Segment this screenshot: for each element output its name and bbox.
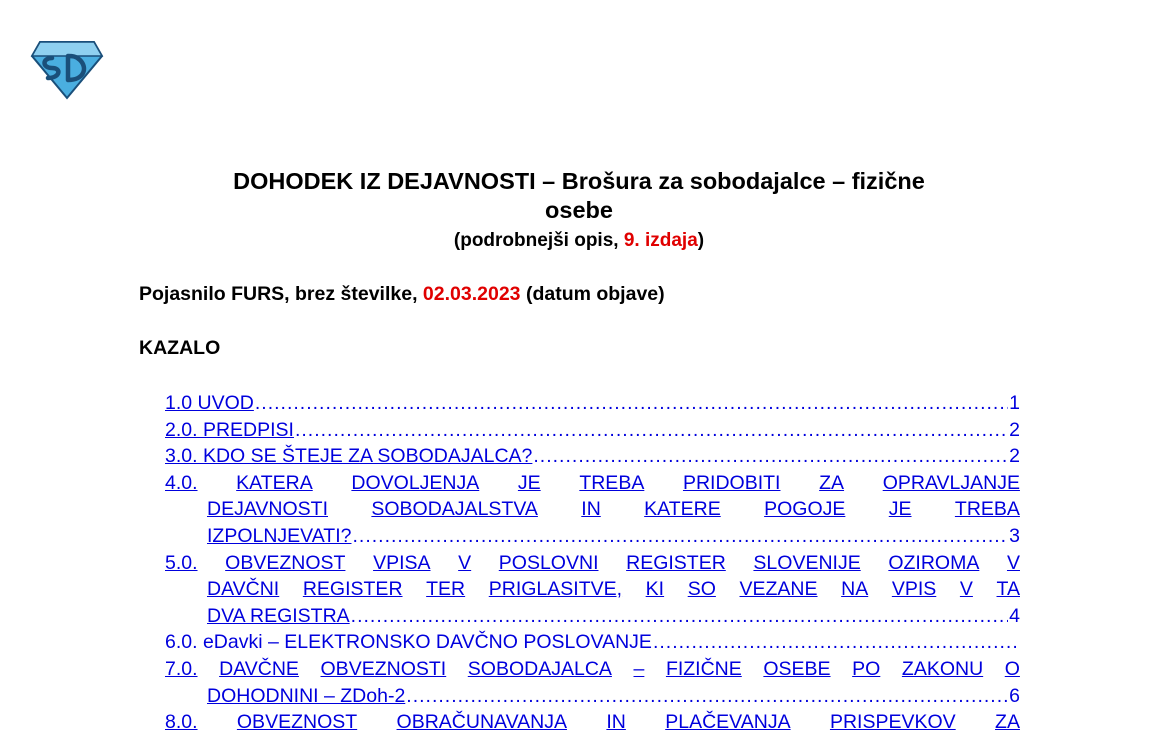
toc-word: IN [606,711,626,734]
toc-word: DEJAVNOSTI [207,498,328,521]
toc-entry-2[interactable] [165,417,1020,444]
subtitle-prefix: (podrobnejši opis, [453,230,624,251]
toc-entry-line[interactable] [165,683,1020,710]
toc-entry-line[interactable] [165,656,1020,683]
toc-entry-line[interactable] [165,550,1020,577]
toc-entry-7[interactable] [165,656,1020,709]
toc-word: PO [852,657,881,680]
toc-word: REGISTER [626,551,726,574]
toc-word: O [1004,657,1020,680]
toc-entry-4[interactable] [165,470,1020,550]
toc-word: TREBA [579,471,645,494]
toc-word: KI [645,578,665,601]
publication-info [139,282,665,306]
toc-leader-dots [406,683,1008,710]
toc-word: TA [996,578,1020,601]
toc-word: V [959,578,973,601]
toc-word: TREBA [954,498,1020,521]
toc-word: OBVEZNOST [225,551,346,574]
toc-word: PRISPEVKOV [829,711,956,734]
toc-word: OPRAVLJANJE [882,471,1020,494]
toc-word: VPISA [373,551,431,574]
toc-word: SOBODAJALSTVA [371,498,538,521]
toc-word: POGOJE [764,498,846,521]
toc-entry-line[interactable] [165,576,1020,603]
toc-word: SLOVENIJE [753,551,861,574]
toc-heading: KAZALO [139,337,221,359]
edition-label: 9. izdaja [623,230,698,251]
toc-entry-label[interactable]: 3.0. KDO SE ŠTEJE ZA SOBODAJALCA? [165,445,533,468]
toc-word: NA [841,578,869,601]
toc-page-number: 2 [1009,445,1020,468]
toc-word: OSEBE [763,657,831,680]
toc-entry-label[interactable]: 6.0. eDavki – ELEKTRONSKO DAVČNO POSLOVANJE [165,631,652,654]
publication-prefix: Pojasnilo FURS, brez številke, [139,283,423,305]
toc-word: 8.0. [165,711,198,734]
toc-word: JE [517,471,541,494]
toc-word: VPIS [891,578,937,601]
toc-entry-label[interactable]: 1.0 UVOD [165,392,254,414]
toc-entry-label[interactable]: DVA REGISTRA [207,604,350,627]
toc-word: ZA [819,471,845,494]
toc-word: PRIDOBITI [682,471,781,494]
toc-leader-dots [653,629,1019,656]
toc-word: 7.0. [165,657,198,680]
toc-word: V [1006,551,1020,574]
toc-entry-line[interactable] [165,523,1020,550]
toc-leader-dots [255,390,1008,417]
toc-word: KATERA [236,471,313,494]
toc-word: SO [687,578,716,601]
toc-entry-label[interactable]: 2.0. PREDPISI [165,418,294,441]
document-title [140,167,1018,225]
toc-word: JE [888,498,912,521]
subtitle-suffix: ) [697,230,705,251]
title-line-1: DOHODEK IZ DEJAVNOSTI – Brošura za sobodajalce – fizične [233,168,925,194]
toc-word: FIZIČNE [665,657,742,680]
toc-word: DAVČNE [219,657,299,680]
toc-entry-line[interactable] [165,709,1020,736]
sd-diamond-logo-icon [30,40,104,100]
toc-word: DOVOLJENJA [351,471,480,494]
publication-date: 02.03.2023 [422,283,521,305]
toc-word: PRIGLASITVE, [488,578,623,601]
toc-entry-6[interactable] [165,629,1020,656]
toc-page-number: 4 [1009,604,1020,627]
toc-entry-line[interactable] [165,496,1020,523]
toc-entry-8[interactable] [165,709,1020,736]
toc-word: OBVEZNOST [236,711,358,734]
toc-word: 4.0. [165,471,198,494]
toc-entry-5[interactable] [165,550,1020,630]
toc-entry-3[interactable] [165,443,1020,470]
toc-word: – [633,657,645,680]
toc-word: ZA [995,711,1020,734]
toc-word: POSLOVNI [498,551,599,574]
toc-entry-label[interactable]: DOHODNINI – ZDoh-2 [207,684,406,707]
toc-word: TER [426,578,466,601]
toc-word: VEZANE [739,578,818,601]
toc-word: KATERE [644,498,721,521]
toc-word: ZAKONU [901,657,984,680]
title-line-2: osebe [545,197,613,223]
document-subtitle [140,229,1018,253]
toc-word: OBRAČUNAVANJA [396,711,568,734]
toc-page-number: 6 [1009,684,1020,707]
toc-entry-line[interactable] [165,603,1020,630]
toc-entry-line[interactable] [165,470,1020,497]
toc-word: DAVČNI [207,578,280,601]
toc-word: PLAČEVANJA [665,711,791,734]
publication-suffix: (datum objave) [520,283,665,305]
toc-entry-label[interactable]: IZPOLNJEVATI? [207,524,352,547]
toc-leader-dots [533,443,1008,470]
toc-word: REGISTER [302,578,403,601]
toc-leader-dots [352,523,1008,550]
table-of-contents [165,390,1020,736]
toc-leader-dots [295,417,1008,444]
toc-page-number: 1 [1009,392,1020,414]
toc-word: IN [581,498,601,521]
toc-word: OZIROMA [888,551,980,574]
toc-word: OBVEZNOSTI [320,657,447,680]
toc-leader-dots [351,603,1008,630]
toc-page-number: 3 [1009,524,1020,547]
sd-logo [30,40,104,100]
toc-word: 5.0. [165,551,198,574]
toc-page-number: 2 [1009,418,1020,441]
toc-word: V [458,551,472,574]
toc-entry-1[interactable] [165,390,1020,417]
toc-word: SOBODAJALCA [467,657,612,680]
